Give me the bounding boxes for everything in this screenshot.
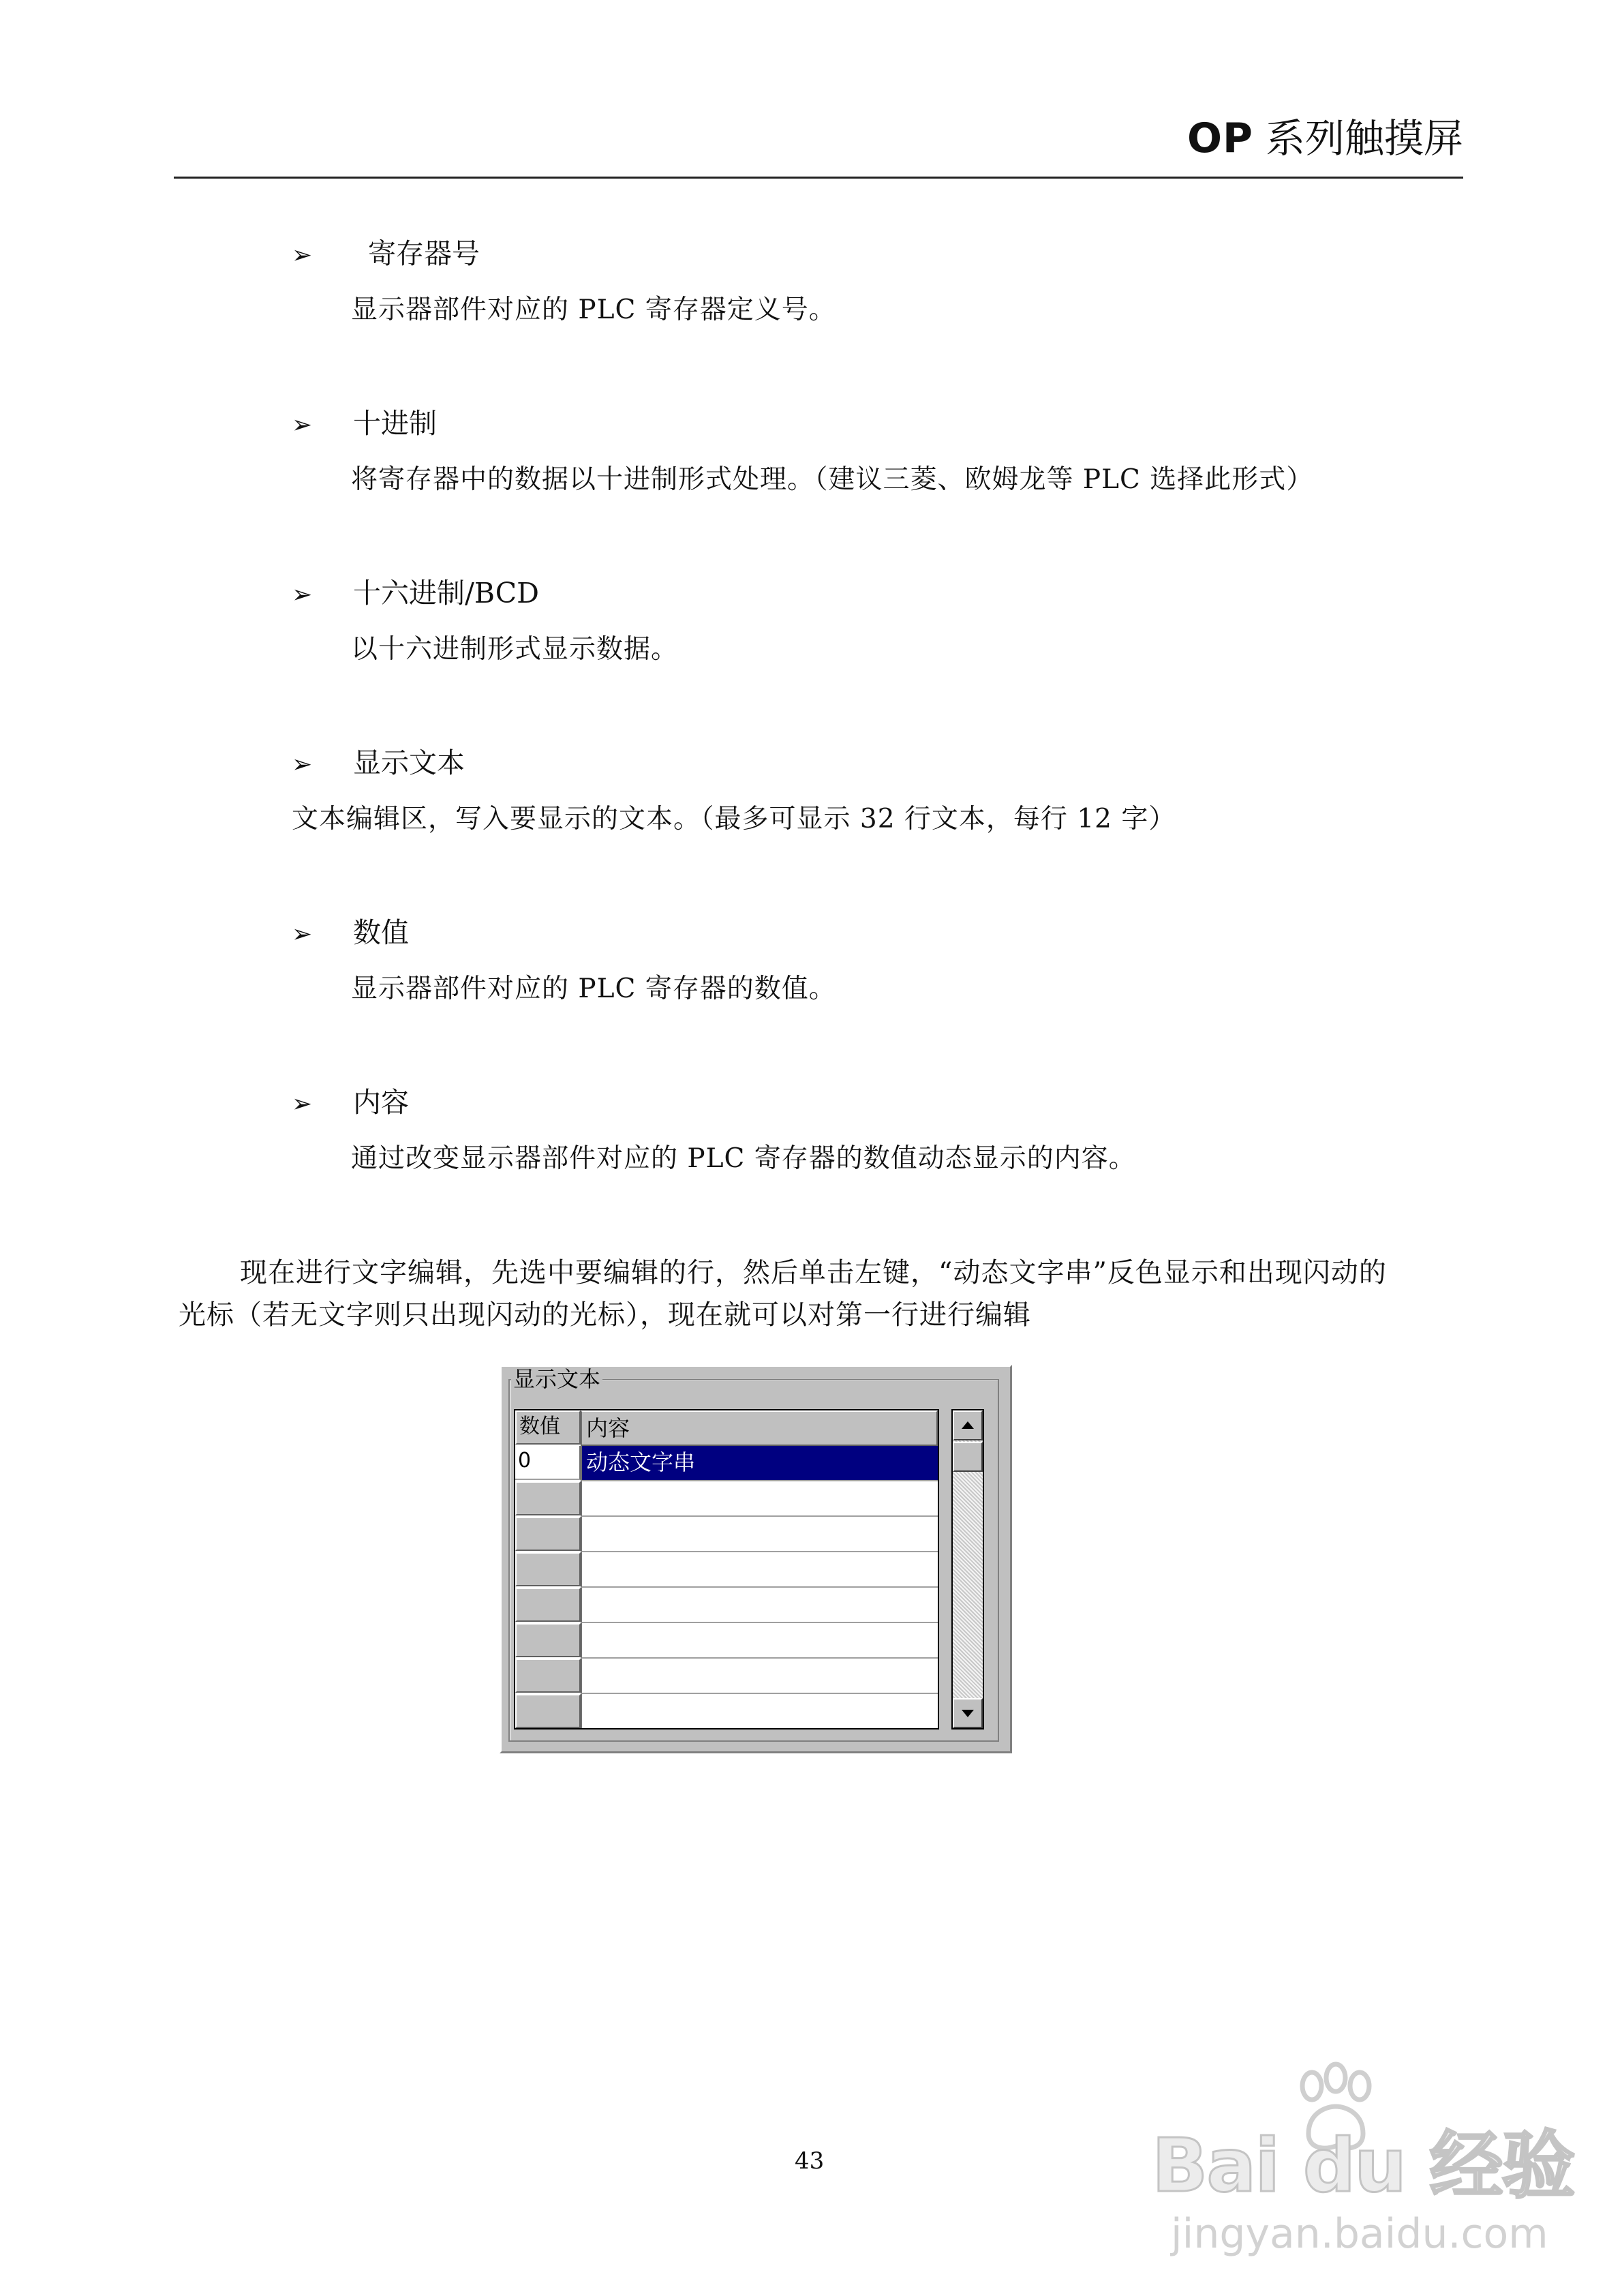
section-description: 以十六进制形式显示数据。 [351, 634, 679, 665]
vertical-scrollbar[interactable] [951, 1409, 984, 1729]
arrow-bullet-icon: ➢ [292, 751, 313, 779]
table-row[interactable] [515, 1694, 938, 1729]
scroll-thumb[interactable] [953, 1442, 983, 1472]
row-key-cell[interactable] [515, 1517, 581, 1551]
table-row[interactable] [515, 1552, 938, 1588]
row-content-cell[interactable] [581, 1694, 938, 1729]
arrow-bullet-icon: ➢ [292, 1090, 313, 1118]
section-description: 显示器部件对应的 PLC 寄存器的数值。 [351, 973, 836, 1004]
row-key-cell[interactable] [515, 1552, 581, 1586]
text-grid [514, 1409, 939, 1729]
arrow-bullet-icon: ➢ [292, 241, 313, 269]
groupbox-label: 显示文本 [511, 1367, 602, 1391]
row-key-cell[interactable] [515, 1481, 581, 1515]
watermark-brand: Bai du 经验 [1152, 2124, 1574, 2209]
baidu-jingyan-watermark [1145, 2059, 1574, 2263]
column-header-value[interactable]: 数值 [515, 1410, 581, 1445]
section-description: 文本编辑区，写入要显示的文本。（最多可显示 32 行文本，每行 12 字） [292, 804, 1176, 834]
section-heading-display-text [292, 746, 465, 782]
header-title-text: 系列触摸屏 [1265, 115, 1463, 162]
scroll-down-arrow-icon [962, 1710, 974, 1717]
section-heading-hex-bcd [292, 576, 539, 612]
arrow-bullet-icon: ➢ [292, 920, 313, 948]
section-description: 通过改变显示器部件对应的 PLC 寄存器的数值动态显示的内容。 [351, 1143, 1136, 1174]
section-heading-text: 十进制 [353, 407, 437, 440]
row-key-cell[interactable] [515, 1659, 581, 1693]
paragraph-line-2: 光标（若无文字则只出现闪动的光标），现在就可以对第一行进行编辑 [179, 1299, 1031, 1331]
section-heading-content [292, 1085, 409, 1121]
section-heading-value [292, 916, 409, 952]
section-heading-text: 内容 [353, 1086, 409, 1119]
page-header-title [1187, 115, 1463, 162]
scroll-up-arrow-icon [962, 1421, 974, 1429]
scroll-up-button[interactable] [953, 1410, 983, 1440]
column-header-content[interactable]: 内容 [581, 1410, 938, 1446]
paragraph-line-1: 现在进行文字编辑，先选中要编辑的行，然后单击左键，“动态文字串”反色显示和出现闪动的 [240, 1257, 1387, 1288]
grid-header-row [515, 1410, 938, 1446]
row-content-cell[interactable] [581, 1623, 938, 1659]
table-row[interactable] [515, 1588, 938, 1623]
table-row[interactable] [515, 1446, 938, 1481]
row-content-cell[interactable] [581, 1481, 938, 1517]
header-divider [174, 177, 1463, 179]
section-description: 将寄存器中的数据以十进制形式处理。（建议三菱、欧姆龙等 PLC 选择此形式） [351, 464, 1314, 495]
arrow-bullet-icon: ➢ [292, 411, 313, 439]
page-number: 43 [795, 2147, 825, 2175]
table-row[interactable] [515, 1623, 938, 1659]
scroll-down-button[interactable] [953, 1698, 983, 1728]
row-key-cell[interactable] [515, 1588, 581, 1622]
section-heading-text: 寄存器号 [368, 237, 480, 270]
table-row[interactable] [515, 1481, 938, 1517]
row-content-cell[interactable]: 动态文字串 [581, 1446, 938, 1481]
header-brand: OP [1187, 115, 1253, 162]
row-content-cell[interactable] [581, 1659, 938, 1694]
row-key-cell[interactable]: 0 [515, 1446, 581, 1480]
section-heading-text: 显示文本 [353, 746, 465, 779]
arrow-bullet-icon: ➢ [292, 581, 313, 609]
row-content-cell[interactable] [581, 1588, 938, 1623]
row-key-cell[interactable] [515, 1694, 581, 1728]
table-row[interactable] [515, 1659, 938, 1694]
row-key-cell[interactable] [515, 1623, 581, 1657]
row-content-cell[interactable] [581, 1552, 938, 1588]
display-text-groupbox [500, 1365, 1012, 1753]
section-heading-text: 十六进制/BCD [353, 577, 539, 609]
watermark-url: jingyan.baidu.com [1171, 2210, 1548, 2258]
section-heading-register [292, 237, 480, 273]
section-description: 显示器部件对应的 PLC 寄存器定义号。 [351, 294, 836, 325]
table-row[interactable] [515, 1517, 938, 1552]
section-heading-text: 数值 [353, 916, 409, 949]
section-heading-decimal [292, 406, 437, 442]
row-content-cell[interactable] [581, 1517, 938, 1552]
